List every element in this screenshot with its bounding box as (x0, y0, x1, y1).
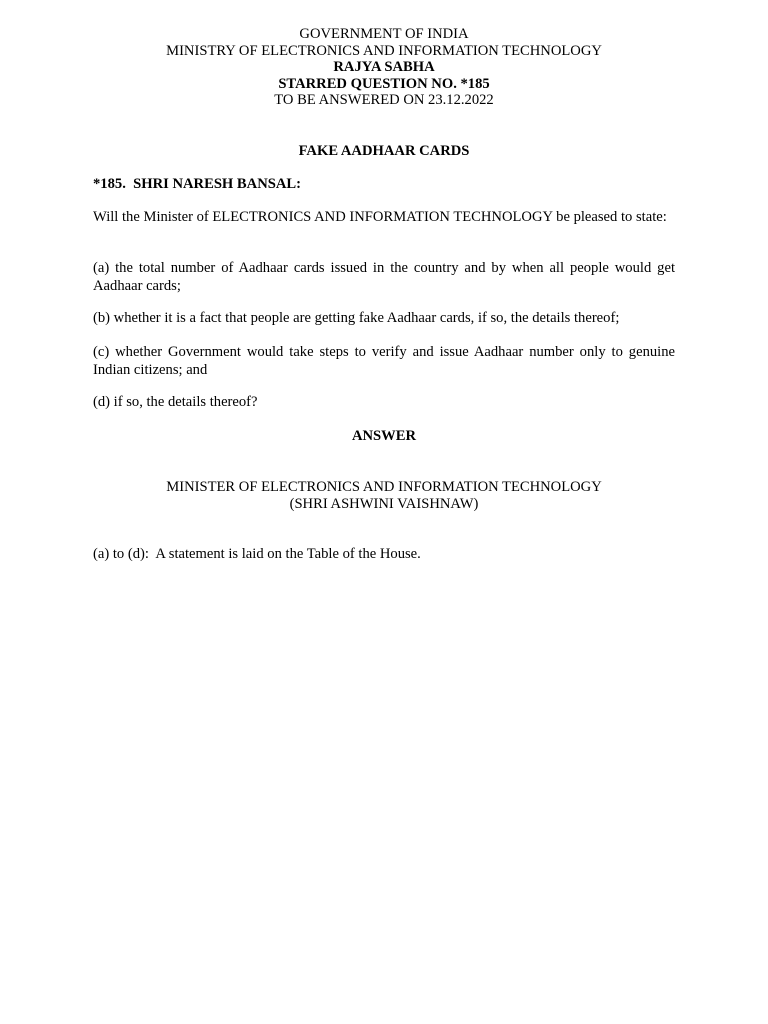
header-ministry: MINISTRY OF ELECTRONICS AND INFORMATION TECHNOLOGY (166, 42, 602, 59)
header-answer-date: TO BE ANSWERED ON 23.12.2022 (274, 92, 494, 108)
header-question-number: STARRED QUESTION NO. *185 (278, 75, 490, 92)
answer-heading: ANSWER (351, 428, 417, 444)
question-asker: *185. SHRI NARESH BANSAL: (93, 176, 301, 192)
answering-minister (0, 479, 768, 512)
question-part-d: (d) if so, the details thereof? (93, 394, 258, 410)
answer-statement: (a) to (d): A statement is laid on the Table of the House. (93, 546, 421, 562)
header-house: RAJYA SABHA (333, 59, 435, 75)
header-government: GOVERNMENT OF INDIA (299, 26, 469, 42)
minister-title: MINISTER OF ELECTRONICS AND INFORMATION TECHNOLOGY (166, 479, 602, 495)
question-title: FAKE AADHAAR CARDS (298, 143, 470, 159)
document-header (0, 26, 768, 109)
minister-name: (SHRI ASHWINI VAISHNAW) (289, 495, 479, 512)
question-intro: Will the Minister of ELECTRONICS AND INFORMATION TECHNOLOGY be pleased to state: (93, 209, 667, 225)
question-part-b: (b) whether it is a fact that people are getting fake Aadhaar cards, if so, the details thereof; (93, 310, 620, 326)
question-part-a: (a) the total number of Aadhaar cards issued in the country and by when all people would get Aadhaar cards; (93, 260, 675, 294)
question-part-c: (c) whether Government would take steps to verify and issue Aadhaar number only to genuine Indian citizens; and (93, 344, 675, 378)
